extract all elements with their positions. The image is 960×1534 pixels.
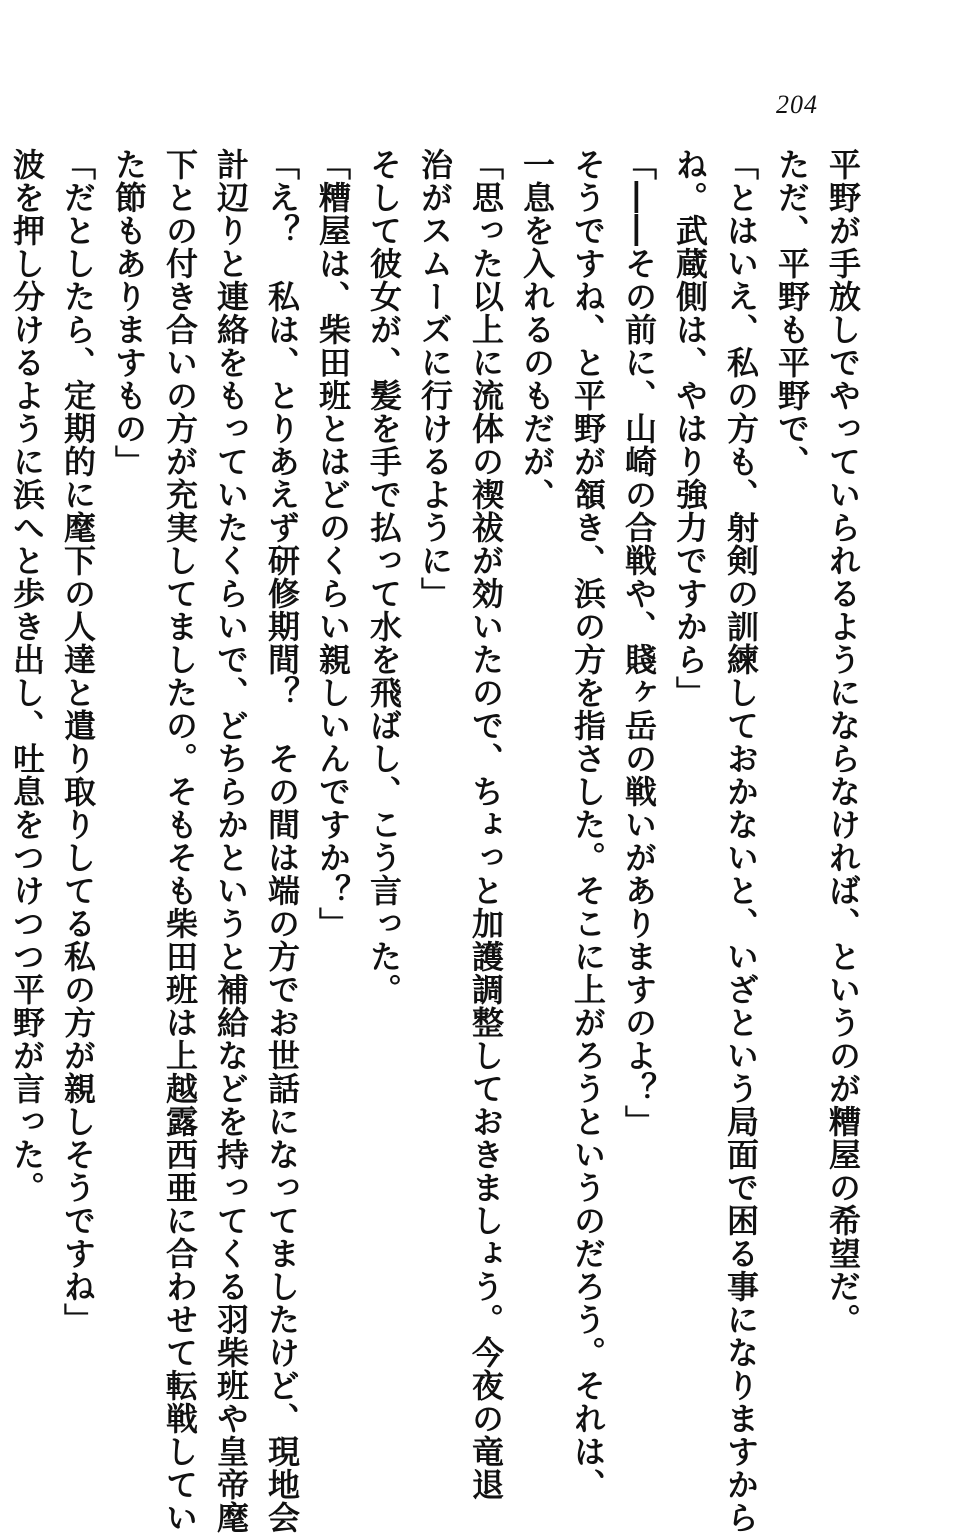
text-line: ただ、平野も平野で、 [773,148,811,478]
text-line: 治がスムーズに行けるように」 [416,148,454,610]
text-line: 「思った以上に流体の禊祓が効いたので、ちょっと加護調整しておきましょう。今夜の竜退 [467,148,505,1501]
text-line: ね。武蔵側は、やはり強力ですから」 [671,148,709,709]
text-line: そうですね、と平野が頷き、浜の方を指さした。そこに上がろうというのだろう。それは、 [569,148,607,1501]
text-line: そして彼女が、髪を手で払って水を飛ばし、こう言った。 [365,148,403,1006]
text-line: 平野が手放しでやっていられるようにならなければ、というのが糟屋の希望だ。 [824,148,862,1336]
text-line: 一息を入れるのもだが、 [518,148,556,511]
text-line: 「とはいえ、私の方も、射剣の訓練しておかないと、いざという局面で困る事になりますから [722,148,760,1534]
page-number: 204 [776,90,818,119]
text-line: 下との付き合いの方が充実してましたの。そもそも柴田班は上越露西亜に合わせて転戦してい [161,148,199,1534]
text-line: 「――その前に、山崎の合戦や、賤ヶ岳の戦いがありますのよ？」 [620,148,658,1138]
text-line: 計辺りと連絡をもっていたくらいで、どちらかというと補給などを持ってくる羽柴班や皇帝麾 [212,148,250,1534]
text-line: 「糟屋は、柴田班とはどのくらい親しいんですか？」 [314,148,352,940]
text-line: 「だとしたら、定期的に麾下の人達と遣り取りしてる私の方が親しそうですね」 [59,148,97,1336]
vertical-text-body [8,148,868,1534]
text-line: 波を押し分けるように浜へと歩き出し、吐息をつけつつ平野が言った。 [8,148,46,1204]
text-line: た節もありますもの」 [110,148,148,478]
text-line: 「え？ 私は、とりあえず研修期間？ その間は端の方でお世話になってましたけど、現地会 [263,148,301,1534]
